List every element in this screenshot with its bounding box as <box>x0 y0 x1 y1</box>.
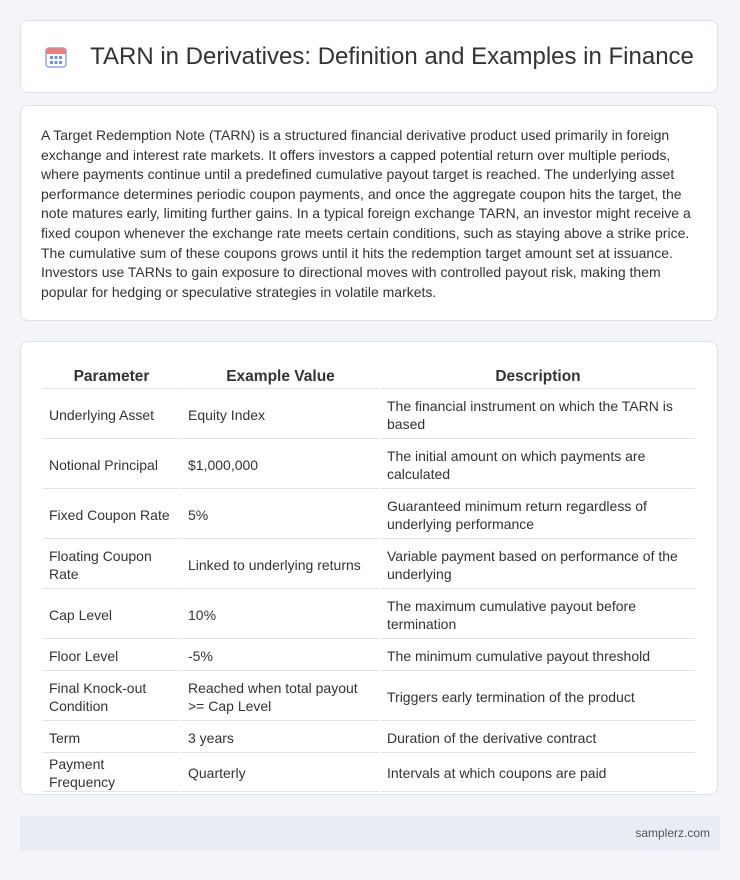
table-row <box>43 591 695 639</box>
table-row <box>43 441 695 489</box>
cell-parameter: Underlying Asset <box>43 391 180 439</box>
cell-description: The maximum cumulative payout before termination <box>381 591 695 639</box>
cell-example-value: Reached when total payout >= Cap Level <box>182 673 379 721</box>
table-row <box>43 391 695 439</box>
cell-parameter: Term <box>43 723 180 753</box>
cell-description: Triggers early termination of the product <box>381 673 695 721</box>
table-header-row <box>43 364 695 389</box>
cell-example-value: 5% <box>182 491 379 539</box>
cell-parameter: Final Knock-out Condition <box>43 673 180 721</box>
intro-paragraph: A Target Redemption Note (TARN) is a structured financial derivative product used primarily in foreign exchange and interest rate markets. It offers investors a capped potential return over multiple periods, where payments continue until a predefined cumulative payout target is reached. The underlying asset performance determines periodic coupon payments, and once the aggregate coupon hits the target, the note matures early, limiting further gains. In a typical foreign exchange TARN, an investor might receive a fixed coupon whenever the exchange rate meets certain conditions, such as staying above a strike price. The cumulative sum of these coupons grows until it hits the redemption target amount set at issuance. Investors use TARNs to gain exposure to directional moves with controlled payout risk, making them popular for hedging or speculative strategies in volatile markets. <box>41 127 691 300</box>
cell-example-value: Equity Index <box>182 391 379 439</box>
header-card <box>20 20 718 93</box>
cell-example-value: $1,000,000 <box>182 441 379 489</box>
table-row <box>43 541 695 589</box>
column-header-description: Description <box>381 364 695 389</box>
cell-description: The minimum cumulative payout threshold <box>381 641 695 671</box>
cell-example-value: 3 years <box>182 723 379 753</box>
cell-description: Guaranteed minimum return regardless of underlying performance <box>381 491 695 539</box>
footer <box>20 816 720 850</box>
column-header-example-value: Example Value <box>182 364 379 389</box>
cell-description: The financial instrument on which the TARN is based <box>381 391 695 439</box>
cell-parameter: Cap Level <box>43 591 180 639</box>
table-row <box>43 755 695 792</box>
table-row <box>43 723 695 753</box>
cell-example-value: 10% <box>182 591 379 639</box>
cell-description: Duration of the derivative contract <box>381 723 695 753</box>
cell-description: The initial amount on which payments are calculated <box>381 441 695 489</box>
table-row <box>43 491 695 539</box>
cell-example-value: Quarterly <box>182 755 379 792</box>
cell-example-value: -5% <box>182 641 379 671</box>
cell-description: Intervals at which coupons are paid <box>381 755 695 792</box>
intro-card <box>20 105 718 321</box>
footer-site-link[interactable]: samplerz.com <box>635 826 710 840</box>
table-row <box>43 673 695 721</box>
cell-parameter: Payment Frequency <box>43 755 180 792</box>
calendar-icon <box>44 45 68 69</box>
table-card <box>20 341 718 795</box>
header <box>21 21 717 92</box>
page-title: TARN in Derivatives: Definition and Examples in Finance <box>90 42 694 70</box>
cell-parameter: Fixed Coupon Rate <box>43 491 180 539</box>
cell-parameter: Floating Coupon Rate <box>43 541 180 589</box>
cell-description: Variable payment based on performance of the underlying <box>381 541 695 589</box>
parameters-table <box>41 362 697 794</box>
cell-parameter: Floor Level <box>43 641 180 671</box>
column-header-parameter: Parameter <box>43 364 180 389</box>
table-row <box>43 641 695 671</box>
cell-example-value: Linked to underlying returns <box>182 541 379 589</box>
cell-parameter: Notional Principal <box>43 441 180 489</box>
